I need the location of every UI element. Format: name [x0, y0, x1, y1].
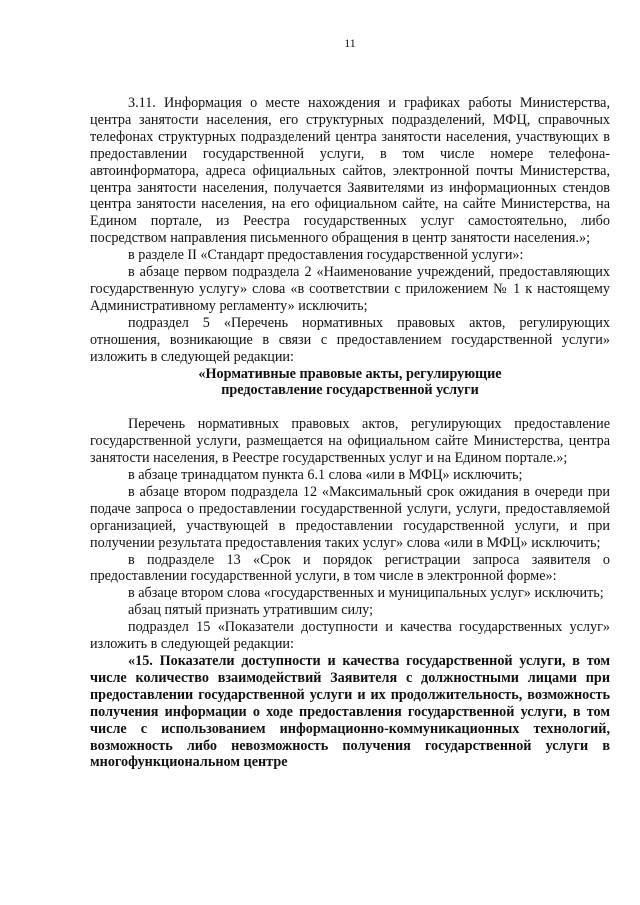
document-page [90, 30, 610, 771]
paragraph-6-1: в абзаце тринадцатом пункта 6.1 слова «или в МФЦ» исключить; [128, 467, 523, 484]
paragraph-subsection-15: подраздел 15 «Показатели доступности и качества государственных услуг» изложить в следующей редакции: [90, 619, 610, 653]
paragraph-second-abzac: в абзаце втором слова «государственных и муниципальных услуг» исключить; [128, 585, 604, 602]
paragraph-subsection-5: подраздел 5 «Перечень нормативных правовых актов, регулирующих отношения, возникающие в связи с предоставлением государственной услуги» изложить в следующей редакции: [90, 314, 610, 365]
paragraph-subsection-12: в абзаце втором подраздела 12 «Максимальный срок ожидания в очереди при подаче запроса о предоставлении государственной услуги, услуги, предоставляемой организацией, участвующей в предоставлении государственной услуги, и при получении результата предоставления таких услуг» слова «или в МФЦ» исключить; [90, 483, 610, 551]
paragraph-subsection-13: в подразделе 13 «Срок и порядок регистрации запроса заявителя о предоставлении государственной услуги, в том числе в электронной форме»: [90, 551, 610, 585]
paragraph-3-11: 3.11. Информация о месте нахождения и графиках работы Министерства, центра занятости населения, его структурных подразделений, МФЦ, справочных телефонах структурных подразделений центра занятости населения, участвующих в предоставлении государственной услуги, в том числе номере телефона-автоинформатора, адреса официальных сайтов, электронной почты Министерства, центра занятости населения, получается Заявителями из информационных стендов центра занятости населения, на его официальном сайте, на сайте Министерства, на Едином портале, из Реестра государственных услуг самостоятельно, либо посредством направления письменного обращения в центр занятости населения.»; [90, 95, 610, 247]
paragraph-fifth-abzac: абзац пятый признать утратившим силу; [128, 602, 374, 619]
section-heading [90, 366, 610, 400]
paragraph-list-of-acts: Перечень нормативных правовых актов, регулирующих предоставление государственной услуги, размещается на официальном сайте Министерства, центра занятости населения, в Реестре государственных услуг и на Едином портале.»; [90, 416, 610, 467]
section-heading-line-2: предоставление государственной услуги [221, 382, 479, 399]
section-heading-line-1: «Нормативные правовые акты, регулирующие [198, 365, 502, 382]
spacer [90, 399, 610, 416]
paragraph-15-bold: «15. Показатели доступности и качества государственной услуги, в том числе количество взаимодействий Заявителя с должностными лицами при предоставлении государственной услуги и их продолжительность, возможность получения информации о ходе предоставления государственной услуги, в том числе с использованием информационно-коммуникационных технологий, возможность либо невозможность получения государственной услуги в многофункциональном центре [90, 653, 610, 771]
paragraph-subsection-2: в абзаце первом подраздела 2 «Наименование учреждений, предоставляющих государственную услугу» слова «в соответствии с приложением № 1 к настоящему Административному регламенту» исключить; [90, 264, 610, 314]
paragraph-section-2: в разделе II «Стандарт предоставления государственной услуги»: [128, 247, 524, 264]
page-number: 11 [344, 36, 356, 50]
